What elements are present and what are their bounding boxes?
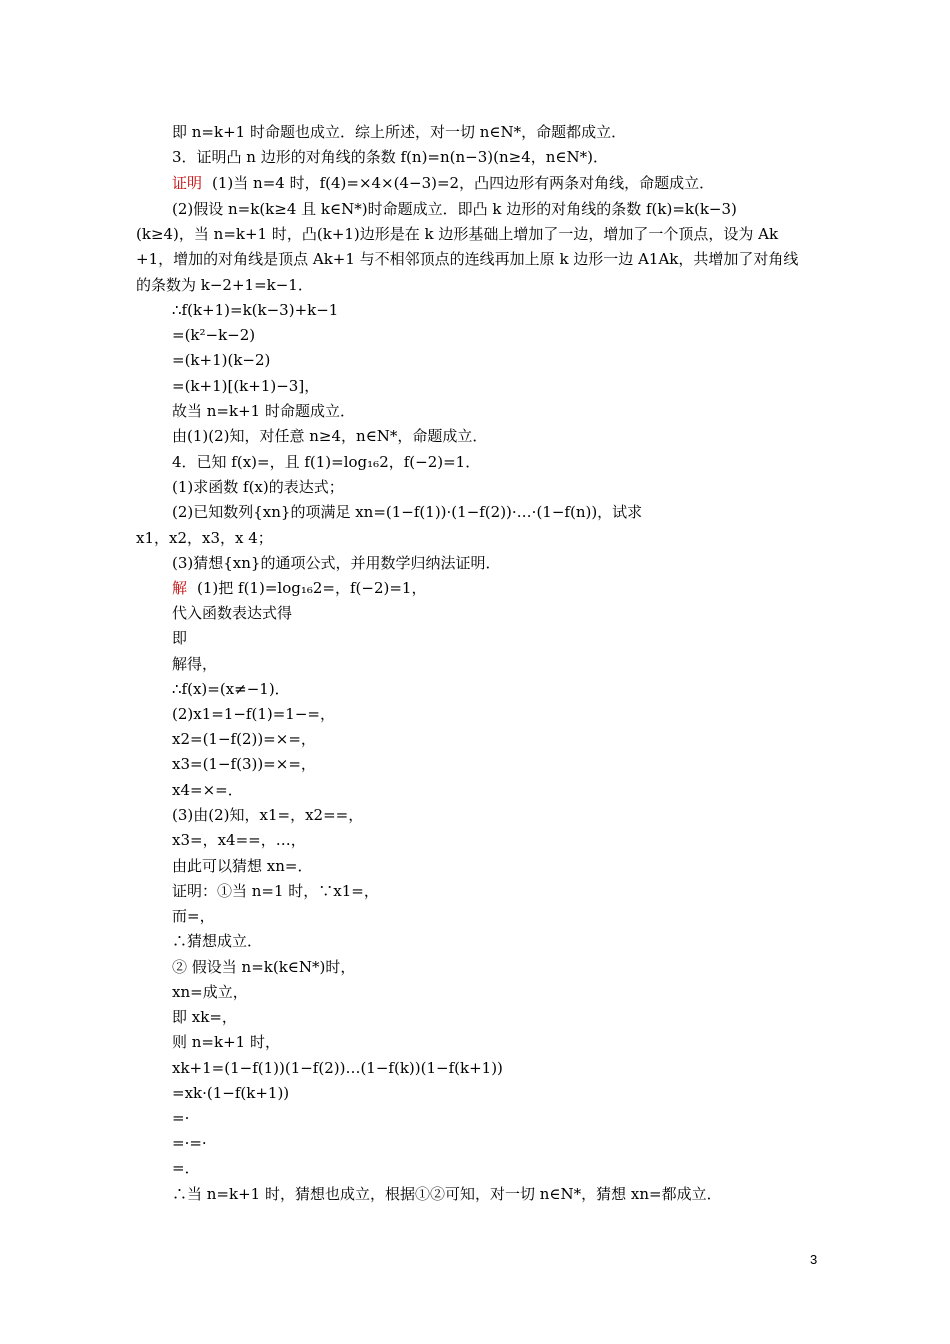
proof-tag: 证明 <box>172 174 203 192</box>
text-line: 即 xk=， <box>172 1008 237 1026</box>
text-line: 代入函数表达式得 <box>172 604 293 622</box>
text-line: x2=(1−f(2))=×=， <box>172 730 316 748</box>
text-line: 即 <box>172 629 188 647</box>
text-line: 证明：①当 n=1 时，∵x1=， <box>172 882 379 900</box>
text-line: 解得， <box>172 655 218 673</box>
text-line: ② 假设当 n=k(k∈N*)时， <box>172 958 356 976</box>
proof-step-1 <box>172 173 714 193</box>
text-line: ∴f(x)=(x≠−1)． <box>172 680 290 698</box>
text-line: +1，增加的对角线是顶点 Ak+1 与不相邻顶点的连线再加上原 k 边形一边 A1Ak，共增加了对角线 <box>136 250 799 268</box>
text-line: =(k+1)[(k+1)−3]， <box>172 377 320 395</box>
text-line: 由此可以猜想 xn=． <box>172 857 313 875</box>
text-line: =． <box>172 1159 200 1177</box>
text-line: xk+1=(1−f(1))(1−f(2))…(1−f(k))(1−f(k+1)) <box>172 1059 503 1077</box>
text-line: ∴当 n=k+1 时，猜想也成立，根据①②可知，对一切 n∈N*，猜想 xn=都成立． <box>172 1185 722 1203</box>
text-line: (3)由(2)知，x1=，x2==， <box>172 806 364 824</box>
text-line: ∴f(k+1)=k(k−3)+k−1 <box>172 301 339 319</box>
page-number: 3 <box>810 1252 818 1267</box>
problem-3-statement: 3．证明凸 n 边形的对角线的条数 f(n)=n(n−3)(n≥4，n∈N*)． <box>172 148 608 166</box>
text-line: 故当 n=k+1 时命题成立． <box>172 402 355 420</box>
solution-step-1 <box>172 578 426 598</box>
text-line: =xk·(1−f(k+1)) <box>172 1084 290 1102</box>
problem-4-statement: 4．已知 f(x)=，且 f(1)=log₁₆2，f(−2)=1． <box>172 453 481 471</box>
solution-tag: 解 <box>172 579 188 597</box>
text-line: 而=， <box>172 907 215 925</box>
text-line: x3=，x4==，…， <box>172 831 306 849</box>
text-line: (2)x1=1−f(1)=1−=， <box>172 705 335 723</box>
text-line: 由(1)(2)知，对任意 n≥4，n∈N*，命题成立． <box>172 427 488 445</box>
text-line: x3=(1−f(3))=×=， <box>172 755 316 773</box>
text-line: ∴猜想成立． <box>172 932 263 950</box>
text-line: 则 n=k+1 时， <box>172 1033 280 1051</box>
text-line: 的条数为 k−2+1=k−1． <box>136 276 313 294</box>
text-line: =·=· <box>172 1134 207 1152</box>
text-line: =· <box>172 1109 190 1127</box>
text-line: =(k+1)(k−2) <box>172 351 271 369</box>
text-line: (2)假设 n=k(k≥4 且 k∈N*)时命题成立．即凸 k 边形的对角线的条数 f(k)=k(k−3) <box>172 200 737 218</box>
text-line: =(k²−k−2) <box>172 326 256 344</box>
text-line: x1，x2，x3，x 4； <box>136 529 273 547</box>
text-line: (3)猜想{xn}的通项公式，并用数学归纳法证明． <box>172 554 501 572</box>
text-line: (k≥4)，当 n=k+1 时，凸(k+1)边形是在 k 边形基础上增加了一边，增加了一个顶点，设为 Ak <box>136 225 779 243</box>
text-line: x4=×=． <box>172 781 243 799</box>
text-line: 即 n=k+1 时命题也成立．综上所述，对一切 n∈N*，命题都成立． <box>172 123 627 141</box>
text-line: (1)当 n=4 时，f(4)=×4×(4−3)=2，凸四边形有两条对角线，命题成立． <box>212 174 715 192</box>
text-line: (1)把 f(1)=log₁₆2=，f(−2)=1， <box>197 579 427 597</box>
text-line: (2)已知数列{xn}的项满足 xn=(1−f(1))·(1−f(2))·…·(1−f(n))，试求 <box>172 503 643 521</box>
text-line: (1)求函数 f(x)的表达式； <box>172 478 344 496</box>
text-line: xn=成立， <box>172 983 248 1001</box>
